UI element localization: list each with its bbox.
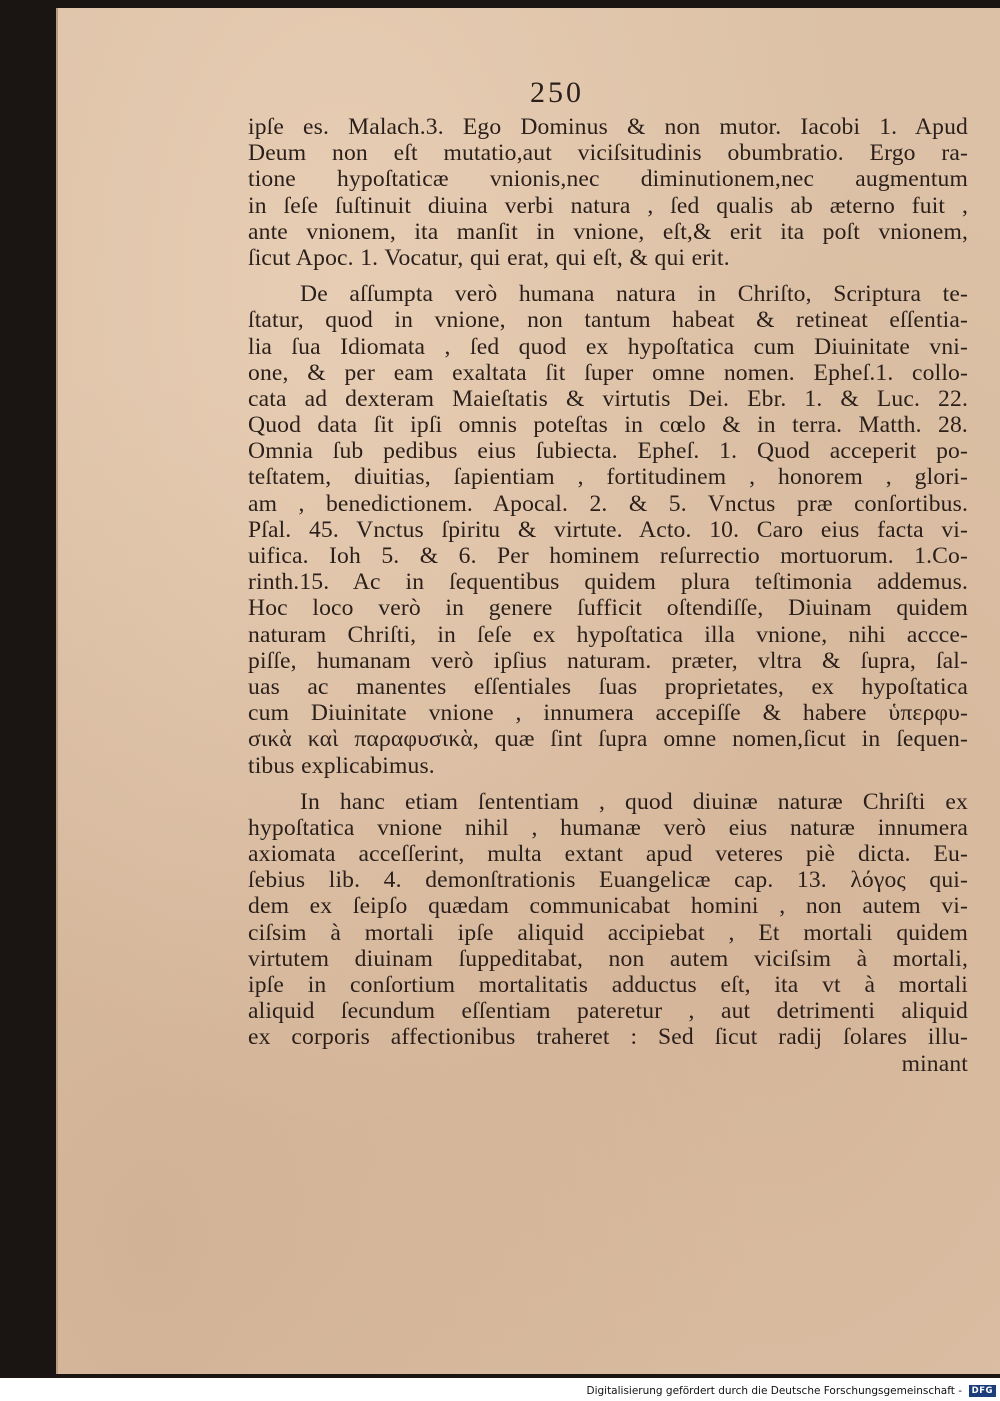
page-number: 250 bbox=[530, 76, 584, 109]
text-line: am , benedictionem. Apocal. 2. & 5. Vnctus præ conſortibus. bbox=[248, 490, 968, 517]
text-line: uas ac manentes eſſentiales ſuas proprietates, ex hypoſtatica bbox=[248, 673, 968, 700]
text-line: Hoc loco verò in genere ſufficit oſtendiſſe, Diuinam quidem bbox=[248, 595, 968, 622]
text-line: teſtatem, diuitias, ſapientiam , fortitudinem , honorem , glori- bbox=[248, 464, 968, 491]
text-line: In hanc etiam ſententiam , quod diuinæ naturæ Chriſti ex bbox=[300, 788, 968, 815]
catchword: minant bbox=[901, 1050, 968, 1077]
text-line: naturam Chriſti, in ſeſe ex hypoſtatica illa vnione, nihi accce- bbox=[248, 621, 968, 648]
text-line: axiomata acceſſerint, multa extant apud veteres piè dicta. Eu- bbox=[248, 841, 968, 868]
text-line: dem ex ſeipſo quædam communicabat homini , non autem vi- bbox=[248, 893, 968, 920]
text-line: De aſſumpta verò humana natura in Chriſto, Scriptura te- bbox=[300, 281, 968, 308]
text-line: virtutem diuinam ſuppeditabat, non autem viciſsim à mortali, bbox=[248, 945, 968, 972]
text-line: lia ſua Idiomata , ſed quod ex hypoſtatica cum Diuinitate vni- bbox=[248, 333, 968, 360]
text-line: tibus explicabimus. bbox=[248, 752, 435, 779]
text-line: in ſeſe ſuſtinuit diuina verbi natura , ſed qualis ab æterno fuit , bbox=[248, 192, 968, 219]
text-line: σικὰ καὶ παραφυσικὰ, quæ ſint ſupra omne nomen,ſicut in ſequen- bbox=[248, 726, 968, 753]
text-line: ciſsim à mortali ipſe aliquid accipiebat , Et mortali quidem bbox=[248, 919, 968, 946]
text-line: one, & per eam exaltata ſit ſuper omne nomen. Epheſ.1. collo- bbox=[248, 359, 968, 386]
text-line: piſſe, humanam verò ipſius naturam. præter, vltra & ſupra, ſal- bbox=[248, 647, 968, 674]
text-line: ante vnionem, ita manſit in vnione, eſt,& erit ita poſt vnionem, bbox=[248, 218, 968, 245]
paragraph-2 bbox=[248, 281, 968, 779]
paragraph-1 bbox=[248, 114, 968, 271]
text-line: cata ad dexteram Maieſtatis & virtutis Dei. Ebr. 1. & Luc. 22. bbox=[248, 385, 968, 412]
text-line: ipſe in conſortium mortalitatis adductus eſt, ita vt à mortali bbox=[248, 972, 968, 998]
text-line: ex corporis affectionibus traheret : Sed ſicut radij ſolares illu- bbox=[248, 1024, 968, 1051]
text-line: ſicut Apoc. 1. Vocatur, qui erat, qui eſt, & qui erit. bbox=[248, 244, 730, 271]
text-line: tione hypoſtaticæ vnionis,nec diminutionem,nec augmentum bbox=[248, 166, 968, 193]
footer bbox=[0, 1384, 1000, 1401]
text-line: aliquid ſecundum eſſentiam pateretur , aut detrimenti aliquid bbox=[248, 998, 968, 1025]
funding-notice: Digitalisierung gefördert durch die Deutsche Forschungsgemeinschaft - bbox=[586, 1385, 962, 1397]
text-line: ſebius lib. 4. demonſtrationis Euangelicæ cap. 13. λόγος qui- bbox=[248, 867, 968, 894]
text-line: Omnia ſub pedibus eius ſubiecta. Epheſ. 1. Quod acceperit po- bbox=[248, 438, 968, 465]
text-line: rinth.15. Ac in ſequentibus quidem plura teſtimonia addemus. bbox=[248, 569, 968, 596]
text-line: uifica. Ioh 5. & 6. Per hominem reſurrectio mortuorum. 1.Co- bbox=[248, 543, 968, 569]
text-line: hypoſtatica vnione nihil , humanæ verò eius naturæ innumera bbox=[248, 814, 968, 841]
body-text bbox=[248, 114, 968, 1077]
text-line: Deum non eſt mutatio,aut viciſsitudinis obumbratio. Ergo ra- bbox=[248, 140, 968, 167]
text-line: Pſal. 45. Vnctus ſpiritu & virtute. Acto. 10. Caro eius facta vi- bbox=[248, 516, 968, 543]
paragraph-3 bbox=[248, 789, 968, 1077]
text-line: cum Diuinitate vnione , innumera accepiſſe & habere ὑπερφυ- bbox=[248, 700, 968, 727]
text-line: Quod data ſit ipſi omnis poteſtas in cœlo & in terra. Matth. 28. bbox=[248, 412, 968, 439]
text-line: ipſe es. Malach.3. Ego Dominus & non mutor. Iacobi 1. Apud bbox=[248, 114, 968, 140]
dfg-logo-icon: DFG bbox=[969, 1385, 996, 1397]
text-line: ſtatur, quod in vnione, non tantum habeat & retineat eſſentia- bbox=[248, 307, 968, 334]
